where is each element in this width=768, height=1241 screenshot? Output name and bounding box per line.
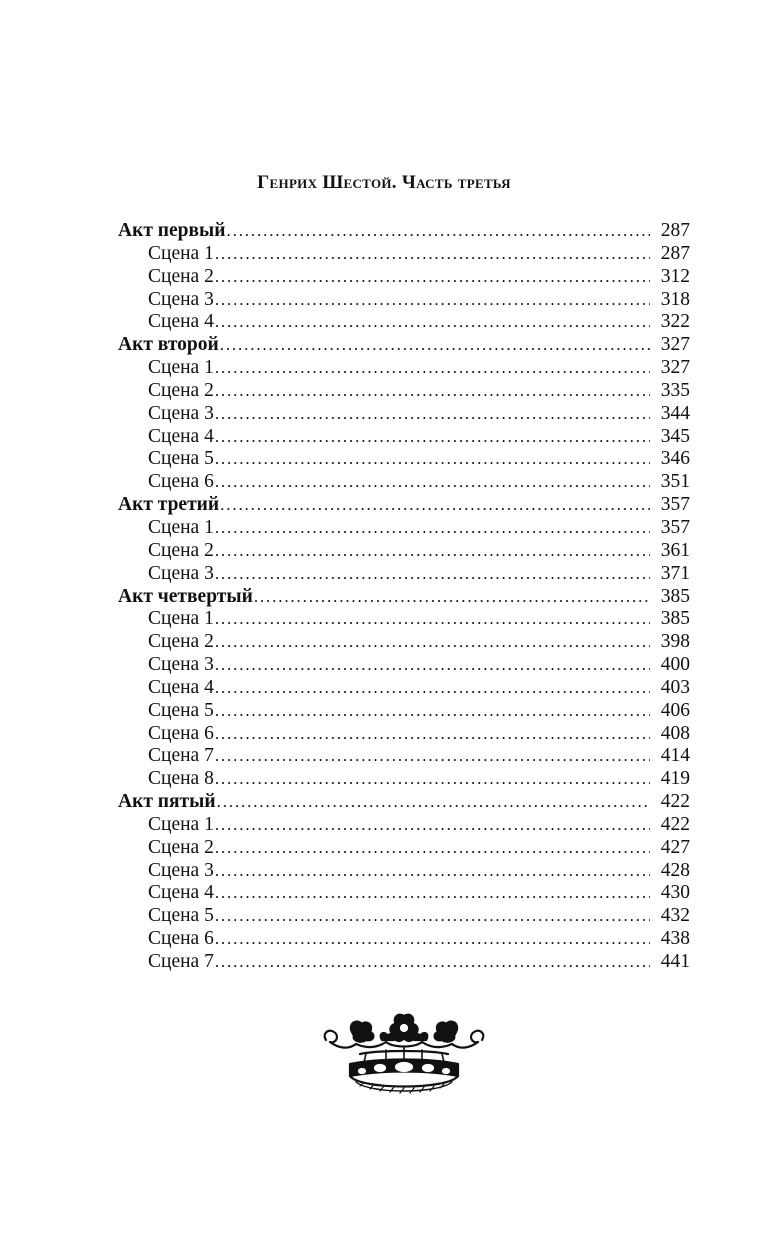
page-number: 346 (660, 448, 690, 470)
page-number: 335 (660, 379, 690, 401)
page-number: 419 (660, 768, 690, 790)
toc-scene-row[interactable] (118, 426, 690, 449)
toc-scene-row[interactable] (118, 814, 690, 837)
scene-title: Сцена 5 (148, 699, 214, 721)
page-number: 327 (660, 357, 690, 379)
act-title: Акт второй (118, 334, 219, 356)
toc-scene-row[interactable] (118, 311, 690, 334)
act-title: Акт первый (118, 220, 226, 241)
dot-leader (220, 494, 650, 517)
page-number: 385 (660, 608, 690, 630)
toc-scene-row[interactable] (118, 540, 690, 563)
toc-scene-row[interactable] (118, 882, 690, 905)
dot-leader (217, 791, 650, 814)
toc-scene-row[interactable] (118, 289, 690, 312)
dot-leader (215, 540, 650, 563)
scene-title: Сцена 1 (148, 357, 214, 379)
crown-icon (320, 1010, 488, 1100)
dot-leader (215, 403, 650, 426)
scene-title: Сцена 5 (148, 448, 214, 470)
page-number: 441 (660, 951, 690, 972)
scene-title: Сцена 8 (148, 768, 214, 790)
dot-leader (215, 723, 650, 746)
dot-leader (215, 426, 650, 449)
toc-scene-row[interactable] (118, 654, 690, 677)
page-number: 406 (660, 699, 690, 721)
scene-title: Сцена 3 (148, 402, 214, 424)
toc-scene-row[interactable] (118, 837, 690, 860)
dot-leader (215, 654, 650, 677)
dot-leader (215, 677, 650, 700)
toc-scene-row[interactable] (118, 243, 690, 266)
act-title: Акт четвертый (118, 585, 253, 607)
page-title: Генрих Шестой. Часть третья (257, 172, 511, 193)
toc-scene-row[interactable] (118, 403, 690, 426)
page-number: 312 (660, 265, 690, 287)
page-number: 400 (660, 654, 690, 676)
dot-leader (215, 243, 650, 266)
toc-scene-row[interactable] (118, 448, 690, 471)
scene-title: Сцена 2 (148, 379, 214, 401)
page-number: 351 (660, 471, 690, 493)
page-number: 427 (660, 836, 690, 858)
table-of-contents (118, 220, 690, 974)
page-number: 327 (660, 334, 690, 356)
act-title: Акт пятый (118, 791, 216, 813)
scene-title: Сцена 4 (148, 425, 214, 447)
toc-scene-row[interactable] (118, 905, 690, 928)
page-number: 345 (660, 425, 690, 447)
toc-scene-row[interactable] (118, 951, 690, 974)
dot-leader (215, 563, 650, 586)
toc-act-row[interactable] (118, 586, 690, 609)
scene-title: Сцена 2 (148, 539, 214, 561)
scene-title: Сцена 4 (148, 311, 214, 333)
toc-scene-row[interactable] (118, 357, 690, 380)
toc-scene-row[interactable] (118, 860, 690, 883)
scene-title: Сцена 6 (148, 928, 214, 950)
page-number: 371 (660, 562, 690, 584)
dot-leader (215, 700, 650, 723)
dot-leader (215, 266, 650, 289)
dot-leader (215, 631, 650, 654)
toc-scene-row[interactable] (118, 266, 690, 289)
scene-title: Сцена 2 (148, 836, 214, 858)
page-number: 357 (660, 494, 690, 516)
page-number: 422 (660, 791, 690, 813)
dot-leader (215, 289, 650, 312)
page-number: 428 (660, 859, 690, 881)
page-number: 287 (660, 220, 690, 241)
dot-leader (215, 837, 650, 860)
dot-leader (215, 882, 650, 905)
dot-leader (254, 586, 650, 609)
page-number: 287 (660, 242, 690, 264)
scene-title: Сцена 1 (148, 516, 214, 538)
page-number: 322 (660, 311, 690, 333)
scene-title: Сцена 3 (148, 288, 214, 310)
act-title: Акт третий (118, 494, 220, 516)
scene-title: Сцена 1 (148, 608, 214, 630)
scene-title: Сцена 6 (148, 471, 214, 493)
scene-title: Сцена 7 (148, 745, 214, 767)
toc-act-row[interactable] (118, 334, 690, 357)
toc-scene-row[interactable] (118, 380, 690, 403)
dot-leader (215, 608, 650, 631)
dot-leader (215, 951, 650, 974)
dot-leader (215, 471, 650, 494)
dot-leader (215, 860, 650, 883)
page-number: 318 (660, 288, 690, 310)
toc-scene-row[interactable] (118, 723, 690, 746)
dot-leader (215, 768, 650, 791)
dot-leader (215, 905, 650, 928)
scene-title: Сцена 1 (148, 242, 214, 264)
page-number: 344 (660, 402, 690, 424)
dot-leader (215, 517, 650, 540)
dot-leader (215, 448, 650, 471)
page-number: 414 (660, 745, 690, 767)
page-number: 422 (660, 813, 690, 835)
scene-title: Сцена 6 (148, 722, 214, 744)
scene-title: Сцена 2 (148, 265, 214, 287)
scene-title: Сцена 4 (148, 882, 214, 904)
toc-scene-row[interactable] (118, 608, 690, 631)
scene-title: Сцена 3 (148, 562, 214, 584)
page-number: 438 (660, 928, 690, 950)
page-number: 430 (660, 882, 690, 904)
page-number: 398 (660, 631, 690, 653)
scene-title: Сцена 3 (148, 859, 214, 881)
dot-leader (227, 220, 651, 243)
toc-scene-row[interactable] (118, 745, 690, 768)
page-number: 357 (660, 516, 690, 538)
toc-scene-row[interactable] (118, 517, 690, 540)
scene-title: Сцена 2 (148, 631, 214, 653)
toc-scene-row[interactable] (118, 471, 690, 494)
toc-scene-row[interactable] (118, 700, 690, 723)
page-number: 403 (660, 676, 690, 698)
page-number: 432 (660, 905, 690, 927)
dot-leader (215, 357, 650, 380)
dot-leader (220, 334, 650, 357)
toc-scene-row[interactable] (118, 928, 690, 951)
scene-title: Сцена 3 (148, 654, 214, 676)
dot-leader (215, 928, 650, 951)
page-number: 408 (660, 722, 690, 744)
dot-leader (215, 380, 650, 403)
toc-scene-row[interactable] (118, 677, 690, 700)
toc-act-row[interactable] (118, 494, 690, 517)
dot-leader (215, 745, 650, 768)
scene-title: Сцена 5 (148, 905, 214, 927)
toc-act-row[interactable] (118, 220, 690, 243)
scene-title: Сцена 4 (148, 676, 214, 698)
dot-leader (215, 311, 650, 334)
dot-leader (215, 814, 650, 837)
toc-scene-row[interactable] (118, 563, 690, 586)
page-number: 361 (660, 539, 690, 561)
page-number: 385 (660, 585, 690, 607)
toc-act-row[interactable] (118, 791, 690, 814)
toc-scene-row[interactable] (118, 631, 690, 654)
toc-scene-row[interactable] (118, 768, 690, 791)
scene-title: Сцена 1 (148, 813, 214, 835)
scene-title: Сцена 7 (148, 951, 214, 972)
